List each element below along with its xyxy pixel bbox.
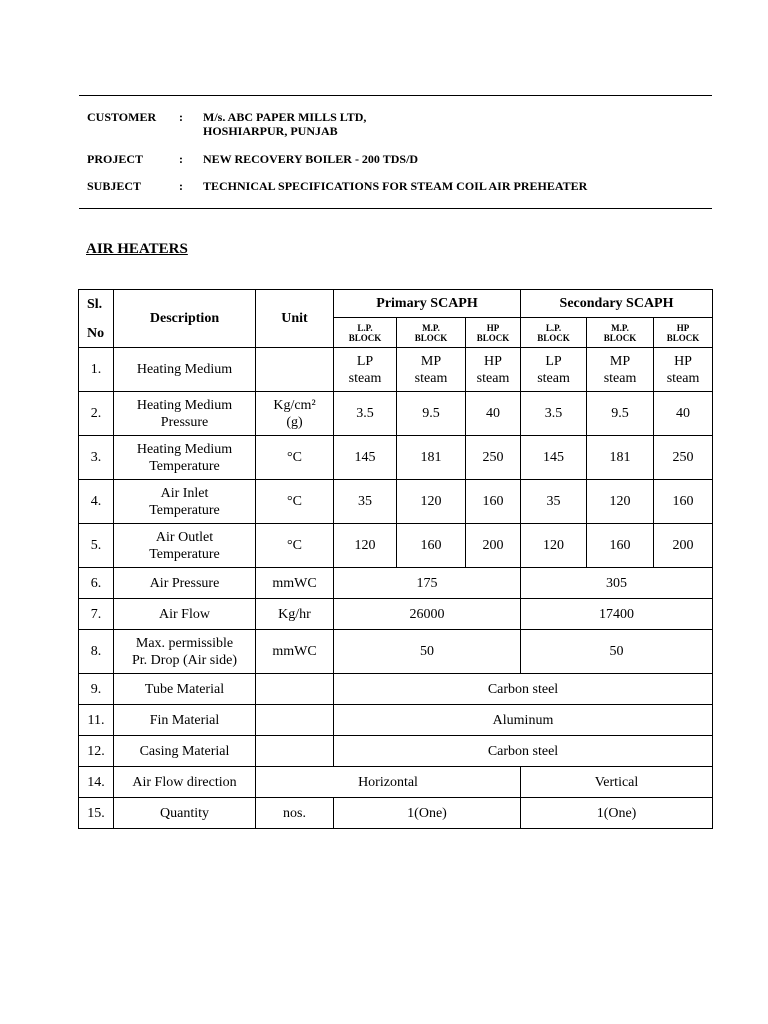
unit-line-1: Kg/hr <box>278 606 311 622</box>
value-line-2: steam <box>603 370 637 386</box>
sl-no-cell: 5. <box>79 524 114 568</box>
value-cell <box>466 480 521 524</box>
value-line-1: 3.5 <box>544 406 563 421</box>
block-header-line-1: L.P. <box>357 322 373 333</box>
project-label: PROJECT <box>87 152 144 166</box>
secondary-value-cell: Vertical <box>521 767 713 798</box>
table-row <box>79 524 713 568</box>
description-line-2: Temperature <box>149 458 220 474</box>
description-line-1: Tube Material <box>144 681 225 697</box>
unit-cell <box>256 630 334 674</box>
value-cell <box>397 524 466 568</box>
value-line-1: 181 <box>420 450 442 465</box>
table-row <box>79 568 713 599</box>
value-cell <box>466 524 521 568</box>
value-line-2: steam <box>348 370 382 386</box>
description-line-1: Heating Medium <box>136 397 233 413</box>
value-line-1: 160 <box>482 494 504 509</box>
description-line-1: Heating Medium <box>136 362 233 377</box>
sl-no-cell: 11. <box>79 705 114 736</box>
secondary-value-cell: 1(One) <box>521 798 713 829</box>
block-header-line-1: HP <box>676 322 690 333</box>
unit-line-1: °C <box>287 494 302 509</box>
value-line-1: 250 <box>672 450 694 465</box>
value-cell <box>397 436 466 480</box>
table-row <box>79 436 713 480</box>
value-line-1: 181 <box>609 450 631 465</box>
sl-no-cell: 9. <box>79 674 114 705</box>
value-cell <box>521 348 587 392</box>
block-header-line-2: BLOCK <box>414 332 448 343</box>
block-header-line-2: BLOCK <box>476 332 510 343</box>
customer-colon: : <box>179 110 183 124</box>
value-line-1: LP <box>545 353 562 369</box>
value-line-1: 3.5 <box>356 406 374 421</box>
description-cell <box>114 767 256 798</box>
description-line-2: Temperature <box>149 546 220 562</box>
unit-cell <box>256 599 334 630</box>
subject-colon: : <box>179 179 183 193</box>
table-row <box>79 736 713 767</box>
value-line-1: 200 <box>672 538 694 553</box>
description-line-1: Max. permissible <box>135 635 234 651</box>
description-line-1: Air Flow direction <box>132 774 237 790</box>
customer-value <box>203 110 366 138</box>
value-cell <box>334 436 397 480</box>
description-cell <box>114 392 256 436</box>
value-cell <box>587 480 654 524</box>
block-header-line-2: BLOCK <box>666 332 700 343</box>
sl-header-line-1: Sl. <box>87 296 103 312</box>
unit-line-1: °C <box>287 538 302 553</box>
description-line-1: Air Flow <box>159 606 210 622</box>
table-row <box>79 348 713 392</box>
project-value: NEW RECOVERY BOILER - 200 TDS/D <box>203 152 419 166</box>
section-title: AIR HEATERS <box>86 241 188 257</box>
block-header-line-2: BLOCK <box>348 332 382 343</box>
table-row <box>79 798 713 829</box>
sl-no-cell: 4. <box>79 480 114 524</box>
sl-no-cell: 1. <box>79 348 114 392</box>
description-line-1: Air Outlet <box>155 529 214 545</box>
unit-cell <box>256 480 334 524</box>
description-line-1: Air Pressure <box>149 575 220 591</box>
customer-label: CUSTOMER <box>87 110 157 124</box>
value-cell <box>654 480 713 524</box>
subject-value: TECHNICAL SPECIFICATIONS FOR STEAM COIL AIR PREHEATER <box>203 179 588 193</box>
description-cell <box>114 348 256 392</box>
value-cell <box>466 436 521 480</box>
unit-line-1: mmWC <box>272 644 317 659</box>
description-cell <box>114 674 256 705</box>
value-line-2: steam <box>476 370 510 386</box>
description-line-1: Quantity <box>160 805 209 821</box>
value-cell <box>334 480 397 524</box>
sl-no-cell: 7. <box>79 599 114 630</box>
unit-cell <box>256 392 334 436</box>
secondary-value-cell: 17400 <box>521 599 713 630</box>
unit-cell <box>256 524 334 568</box>
sl-no-cell: 3. <box>79 436 114 480</box>
block-header-line-1: L.P. <box>545 322 562 333</box>
value-line-1: 250 <box>482 450 504 465</box>
value-cell <box>521 524 587 568</box>
description-line-1: Fin Material <box>149 712 220 728</box>
value-line-1: MP <box>420 353 442 369</box>
value-line-1: 160 <box>609 538 631 553</box>
value-cell <box>654 348 713 392</box>
block-header <box>521 318 587 348</box>
sl-no-cell: 6. <box>79 568 114 599</box>
unit-cell <box>256 798 334 829</box>
description-line-1: Casing Material <box>139 743 230 759</box>
value-line-1: 120 <box>543 538 565 553</box>
block-header <box>466 318 521 348</box>
combined-value-cell: Carbon steel <box>334 674 713 705</box>
unit-cell <box>256 436 334 480</box>
unit-line-1: °C <box>287 450 302 465</box>
value-line-1: LP <box>356 353 374 369</box>
description-cell <box>114 436 256 480</box>
primary-value-cell: 175 <box>334 568 521 599</box>
value-cell <box>397 480 466 524</box>
table-row <box>79 480 713 524</box>
unit-line-1: Kg/cm² <box>273 397 316 413</box>
value-line-1: MP <box>609 353 631 369</box>
primary-scaph-header: Primary SCAPH <box>334 290 521 318</box>
description-cell <box>114 705 256 736</box>
block-header <box>334 318 397 348</box>
sl-no-cell: 14. <box>79 767 114 798</box>
header-bottom-rule <box>79 208 712 209</box>
description-line-2: Pr. Drop (Air side) <box>132 652 237 668</box>
unit-line-1: mmWC <box>272 575 317 591</box>
value-cell <box>587 392 654 436</box>
description-cell <box>114 630 256 674</box>
value-cell <box>334 348 397 392</box>
block-header-line-1: HP <box>486 322 500 333</box>
description-cell <box>114 736 256 767</box>
value-line-1: 40 <box>486 406 500 421</box>
table-row <box>79 767 713 798</box>
value-line-2: steam <box>666 370 700 386</box>
primary-value-cell: 26000 <box>334 599 521 630</box>
description-line-1: Air Inlet <box>160 485 209 501</box>
value-line-1: HP <box>674 353 692 369</box>
table-row <box>79 630 713 674</box>
secondary-scaph-header: Secondary SCAPH <box>521 290 713 318</box>
air-heaters-spec-table <box>78 289 713 829</box>
unit-cell <box>256 568 334 599</box>
value-line-1: 145 <box>354 450 376 465</box>
value-cell <box>654 436 713 480</box>
table-row <box>79 599 713 630</box>
description-cell <box>114 480 256 524</box>
sl-no-header <box>79 290 114 348</box>
unit-cell <box>256 705 334 736</box>
sl-no-cell: 15. <box>79 798 114 829</box>
value-line-1: 160 <box>672 494 694 509</box>
description-cell <box>114 599 256 630</box>
value-cell <box>654 392 713 436</box>
value-cell <box>521 392 587 436</box>
description-header: Description <box>114 290 256 348</box>
block-header <box>587 318 654 348</box>
value-cell <box>587 348 654 392</box>
primary-value-cell: 1(One) <box>334 798 521 829</box>
description-cell <box>114 568 256 599</box>
sl-no-cell: 2. <box>79 392 114 436</box>
value-line-1: 35 <box>546 494 561 509</box>
value-cell <box>334 392 397 436</box>
value-line-1: 160 <box>420 538 442 553</box>
combined-value-cell: Aluminum <box>334 705 713 736</box>
block-header <box>397 318 466 348</box>
project-colon: : <box>179 152 183 166</box>
value-line-1: HP <box>484 353 502 369</box>
combined-value-cell: Carbon steel <box>334 736 713 767</box>
sl-header-line-2: No <box>87 325 105 341</box>
customer-line-2: HOSHIARPUR, PUNJAB <box>203 124 338 138</box>
value-cell <box>466 392 521 436</box>
primary-value-cell: 50 <box>334 630 521 674</box>
value-cell <box>587 524 654 568</box>
value-line-1: 35 <box>358 494 372 509</box>
unit-header: Unit <box>256 290 334 348</box>
table-row <box>79 705 713 736</box>
header-top-rule <box>79 95 712 96</box>
unit-line-1: nos. <box>283 805 306 821</box>
unit-cell <box>256 674 334 705</box>
value-line-1: 145 <box>543 450 565 465</box>
value-line-1: 9.5 <box>611 406 629 421</box>
description-line-2: Pressure <box>160 414 209 430</box>
subject-label: SUBJECT <box>87 179 142 193</box>
block-header-line-1: M.P. <box>611 322 629 333</box>
value-line-1: 120 <box>420 494 442 509</box>
customer-line-1: M/s. ABC PAPER MILLS LTD, <box>203 110 367 124</box>
value-cell <box>466 348 521 392</box>
unit-cell <box>256 736 334 767</box>
primary-value-cell: Horizontal <box>256 767 521 798</box>
description-line-1: Heating Medium <box>136 441 233 457</box>
value-line-2: steam <box>537 370 570 386</box>
block-header <box>654 318 713 348</box>
unit-cell <box>256 348 334 392</box>
secondary-value-cell: 50 <box>521 630 713 674</box>
value-cell <box>334 524 397 568</box>
block-header-line-2: BLOCK <box>537 332 570 343</box>
description-cell <box>114 524 256 568</box>
value-cell <box>587 436 654 480</box>
value-line-1: 9.5 <box>422 406 440 421</box>
value-line-1: 120 <box>354 538 376 553</box>
secondary-value-cell: 305 <box>521 568 713 599</box>
table-row <box>79 392 713 436</box>
value-cell <box>521 436 587 480</box>
value-line-2: steam <box>414 370 448 386</box>
sl-no-cell: 8. <box>79 630 114 674</box>
block-header-line-2: BLOCK <box>603 332 637 343</box>
value-line-1: 200 <box>482 538 504 553</box>
value-cell <box>397 348 466 392</box>
unit-line-2: (g) <box>286 414 303 430</box>
sl-no-cell: 12. <box>79 736 114 767</box>
value-cell <box>397 392 466 436</box>
value-line-1: 120 <box>609 494 631 509</box>
value-line-1: 40 <box>676 406 691 421</box>
block-header-line-1: M.P. <box>422 322 440 333</box>
description-line-2: Temperature <box>149 502 220 518</box>
description-cell <box>114 798 256 829</box>
value-cell <box>654 524 713 568</box>
table-row <box>79 674 713 705</box>
value-cell <box>521 480 587 524</box>
